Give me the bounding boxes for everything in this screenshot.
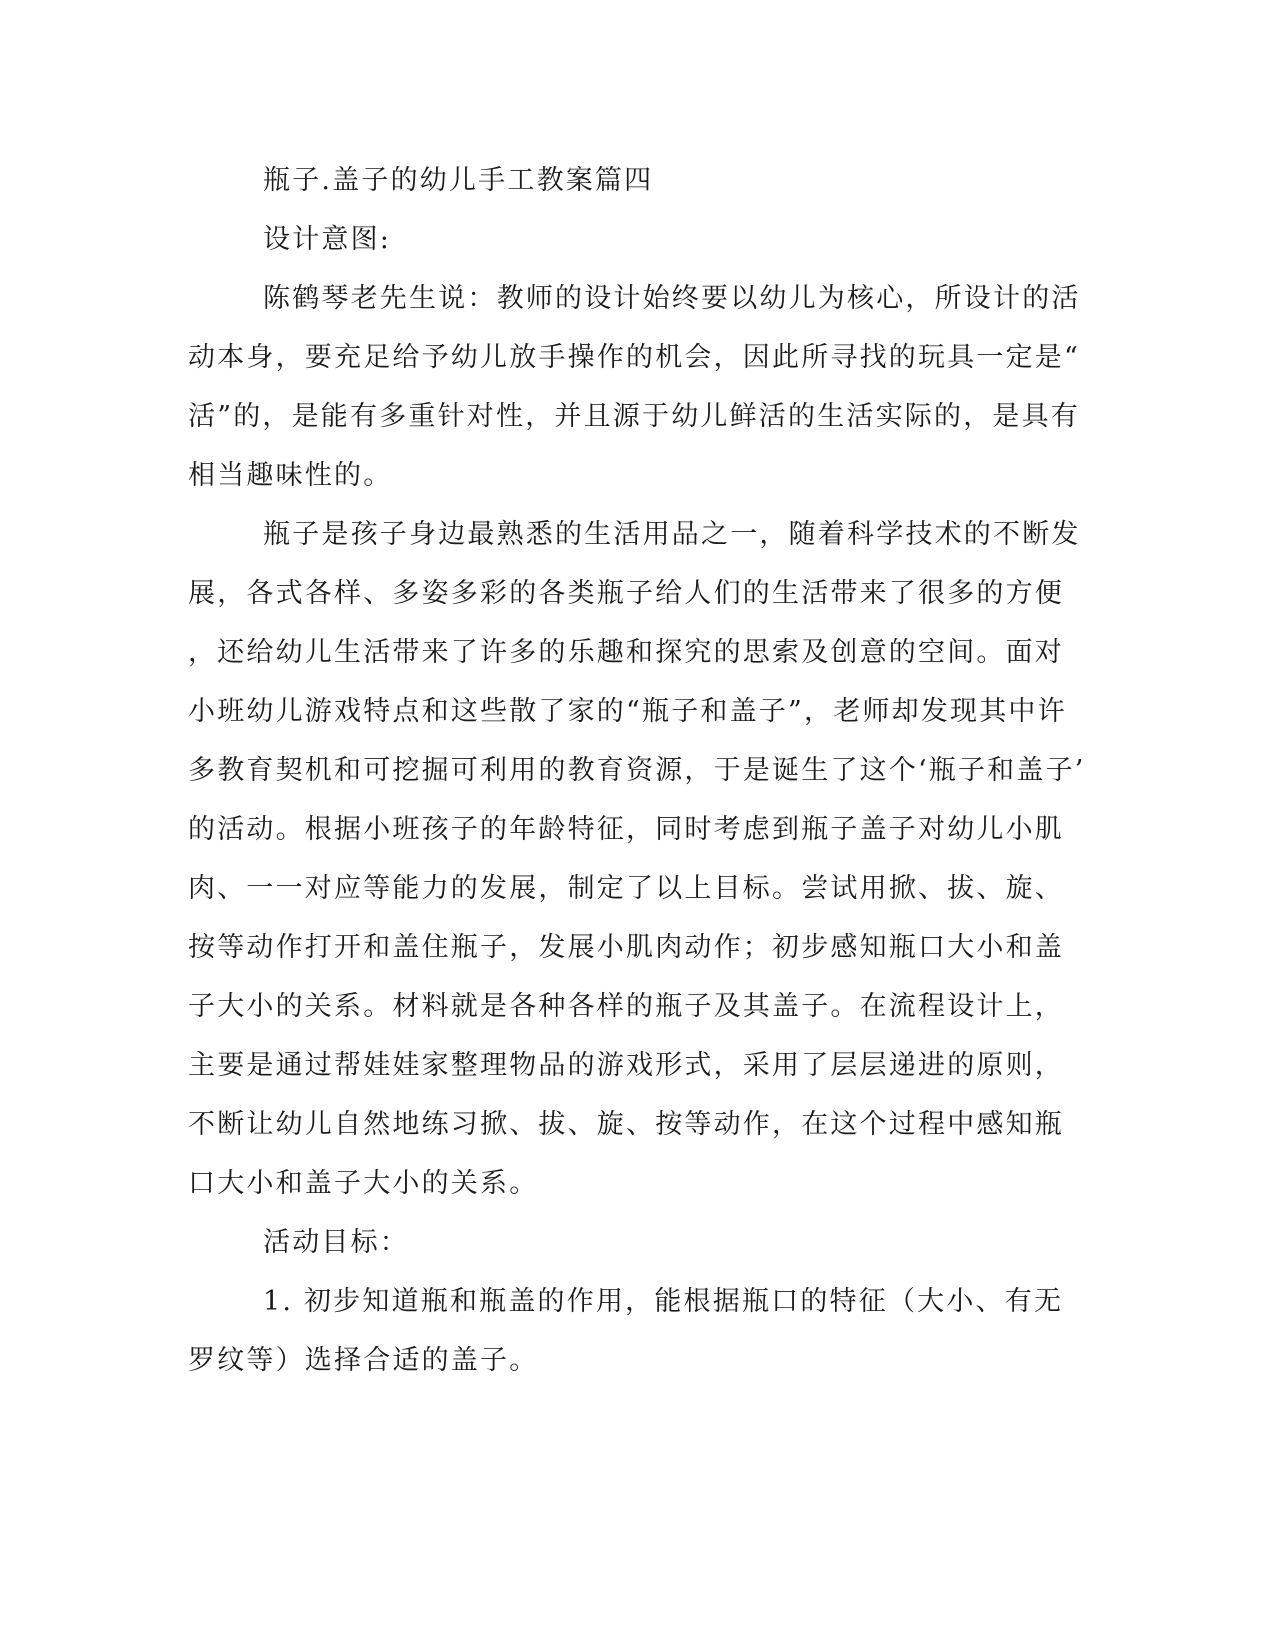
paragraph-line: 小班幼儿游戏特点和这些散了家的“瓶子和盖子”，老师却发现其中许	[188, 696, 1067, 727]
paragraph-line: 子大小的关系。材料就是各种各样的瓶子及其盖子。在流程设计上，	[188, 991, 1064, 1022]
paragraph-line: 口大小和盖子大小的关系。	[188, 1168, 539, 1199]
paragraph-line: 动本身，要充足给予幼儿放手操作的机会，因此所寻找的玩具一定是“	[188, 342, 1081, 373]
paragraph-line: 陈鹤琴老先生说：教师的设计始终要以幼儿为核心，所设计的活	[263, 283, 1081, 314]
section-heading-goals: 活动目标：	[263, 1227, 409, 1258]
paragraph-line: ，还给幼儿生活带来了许多的乐趣和探究的思索及创意的空间。面对	[188, 637, 1064, 668]
paragraph-line: 瓶子是孩子身边最熟悉的生活用品之一，随着科学技术的不断发	[263, 519, 1081, 550]
paragraph-line: 展，各式各样、多姿多彩的各类瓶子给人们的生活带来了很多的方便	[188, 578, 1064, 609]
paragraph-line: 活”的，是能有多重针对性，并且源于幼儿鲜活的生活实际的，是具有	[188, 401, 1081, 432]
paragraph-line: 肉、一一对应等能力的发展，制定了以上目标。尝试用掀、拔、旋、	[188, 873, 1064, 904]
goal-item: 1. 初步知道瓶和瓶盖的作用，能根据瓶口的特征（大小、有无	[263, 1286, 1064, 1317]
paragraph-line: 按等动作打开和盖住瓶子，发展小肌肉动作；初步感知瓶口大小和盖	[188, 932, 1064, 963]
paragraph-line: 不断让幼儿自然地练习掀、拔、旋、按等动作，在这个过程中感知瓶	[188, 1109, 1064, 1140]
paragraph-line: 的活动。根据小班孩子的年龄特征，同时考虑到瓶子盖子对幼儿小肌	[188, 814, 1064, 845]
section-heading-design: 设计意图:	[263, 224, 392, 255]
goal-item-continuation: 罗纹等）选择合适的盖子。	[188, 1345, 539, 1376]
document-title: 瓶子.盖子的幼儿手工教案篇四	[263, 165, 654, 196]
paragraph-line: 主要是通过帮娃娃家整理物品的游戏形式，采用了层层递进的原则，	[188, 1050, 1064, 1081]
paragraph-line: 多教育契机和可挖掘可利用的教育资源，于是诞生了这个‘瓶子和盖子’	[188, 755, 1086, 786]
paragraph-line: 相当趣味性的。	[188, 460, 393, 491]
